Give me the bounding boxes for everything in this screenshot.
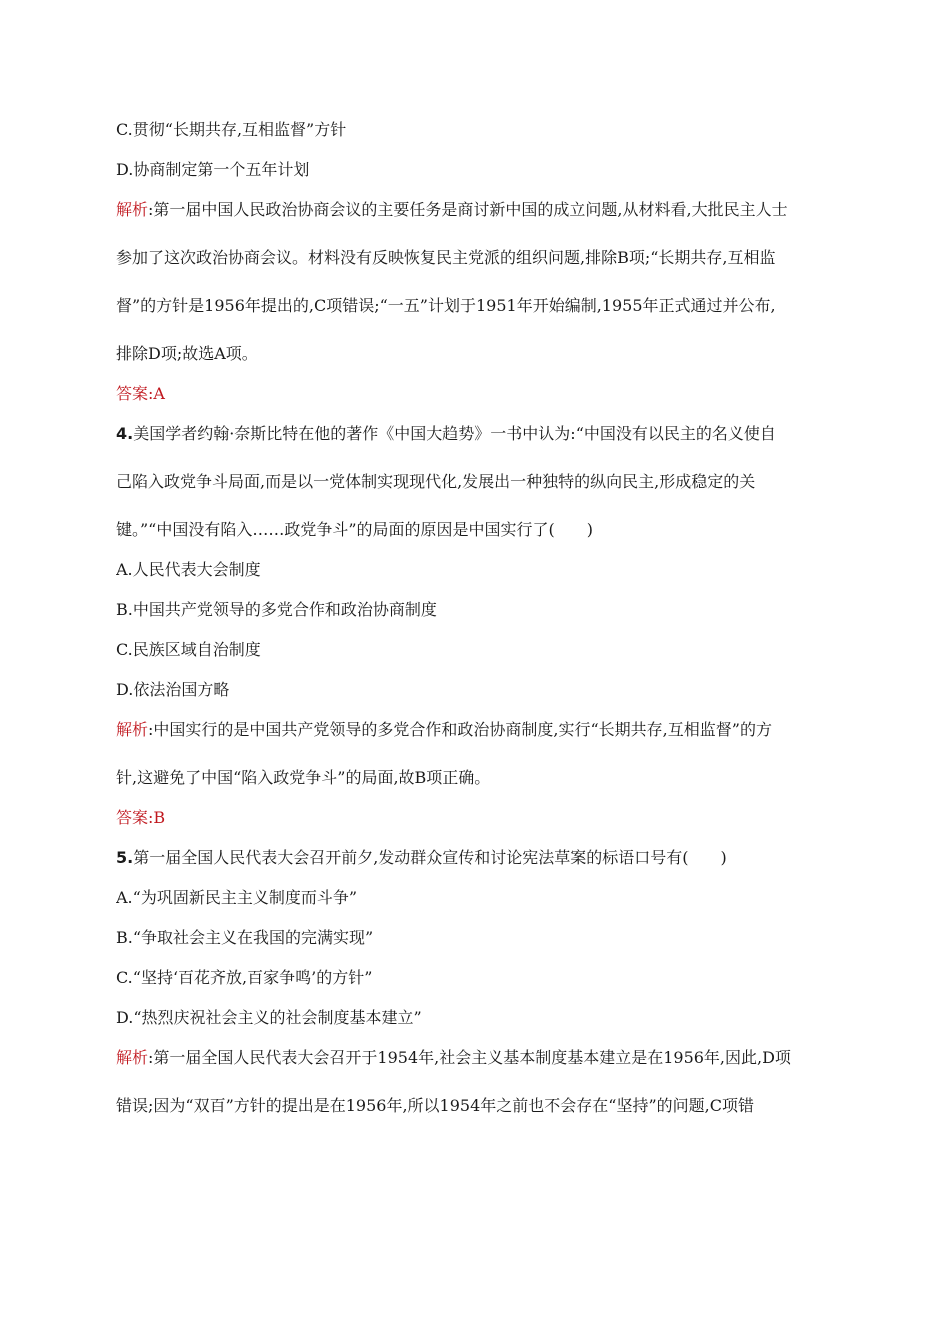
q4-analysis-line: [116, 718, 832, 742]
q4-analysis: [116, 718, 832, 790]
answer-label: 答案: [116, 384, 149, 403]
q3-analysis-line: 督”的方针是1956年提出的,C项错误;“一五”计划于1951年开始编制,1955年正式通过并公布,: [116, 296, 776, 315]
q4-answer: [116, 806, 832, 830]
q5-option-a: A.“为巩固新民主主义制度而斗争”: [116, 888, 358, 907]
q3-option-d: D.协商制定第一个五年计划: [116, 160, 310, 179]
q4-option-c: C.民族区域自治制度: [116, 640, 261, 659]
q4-option-b: B.中国共产党领导的多党合作和政治协商制度: [116, 600, 437, 619]
analysis-label: 解析: [116, 720, 149, 739]
q4-stem-line: [116, 422, 832, 446]
q5-option-d: D.“热烈庆祝社会主义的社会制度基本建立”: [116, 1008, 422, 1027]
q4-option-a: A.人民代表大会制度: [116, 560, 261, 579]
question-number: 5.: [116, 848, 134, 867]
q5-analysis-line: [116, 1046, 832, 1070]
answer-value: :A: [148, 384, 165, 403]
question-number: 4.: [116, 424, 134, 443]
analysis-label: 解析: [116, 200, 149, 219]
q5-option-b: B.“争取社会主义在我国的完满实现”: [116, 928, 374, 947]
document-page: [116, 118, 832, 1134]
q4-stem-line: 己陷入政党争斗局面,而是以一党体制实现现代化,发展出一种独特的纵向民主,形成稳定的关: [116, 472, 756, 491]
analysis-text: :中国实行的是中国共产党领导的多党合作和政治协商制度,实行“长期共存,互相监督”的方: [148, 720, 772, 739]
q5-option-c: C.“坚持‘百花齐放,百家争鸣’的方针”: [116, 968, 373, 987]
q3-analysis: [116, 198, 832, 366]
q4-stem-line: 键。”“中国没有陷入……政党争斗”的局面的原因是中国实行了( ): [116, 520, 594, 539]
analysis-label: 解析: [116, 1048, 149, 1067]
q4-analysis-line: 针,这避免了中国“陷入政党争斗”的局面,故B项正确。: [116, 768, 491, 787]
q5-stem: [116, 846, 832, 870]
answer-value: :B: [148, 808, 166, 827]
q4-stem: [116, 422, 832, 542]
q3-analysis-line: 参加了这次政治协商会议。材料没有反映恢复民主党派的组织问题,排除B项;“长期共存,互相监: [116, 248, 776, 267]
q3-option-c: C.贯彻“长期共存,互相监督”方针: [116, 120, 347, 139]
q3-analysis-line: [116, 198, 832, 222]
q3-answer: [116, 382, 832, 406]
stem-text: 第一届全国人民代表大会召开前夕,发动群众宣传和讨论宪法草案的标语口号有( ): [133, 848, 727, 867]
q3-analysis-line: 排除D项;故选A项。: [116, 344, 258, 363]
analysis-text: :第一届中国人民政治协商会议的主要任务是商讨新中国的成立问题,从材料看,大批民主人士: [148, 200, 788, 219]
answer-label: 答案: [116, 808, 149, 827]
q5-analysis: [116, 1046, 832, 1118]
analysis-text: :第一届全国人民代表大会召开于1954年,社会主义基本制度基本建立是在1956年,因此,D项: [148, 1048, 791, 1067]
stem-text: 美国学者约翰·奈斯比特在他的著作《中国大趋势》一书中认为:“中国没有以民主的名义使自: [133, 424, 776, 443]
q5-analysis-line: 错误;因为“双百”方针的提出是在1956年,所以1954年之前也不会存在“坚持”的问题,C项错: [116, 1096, 754, 1115]
q4-option-d: D.依法治国方略: [116, 680, 230, 699]
